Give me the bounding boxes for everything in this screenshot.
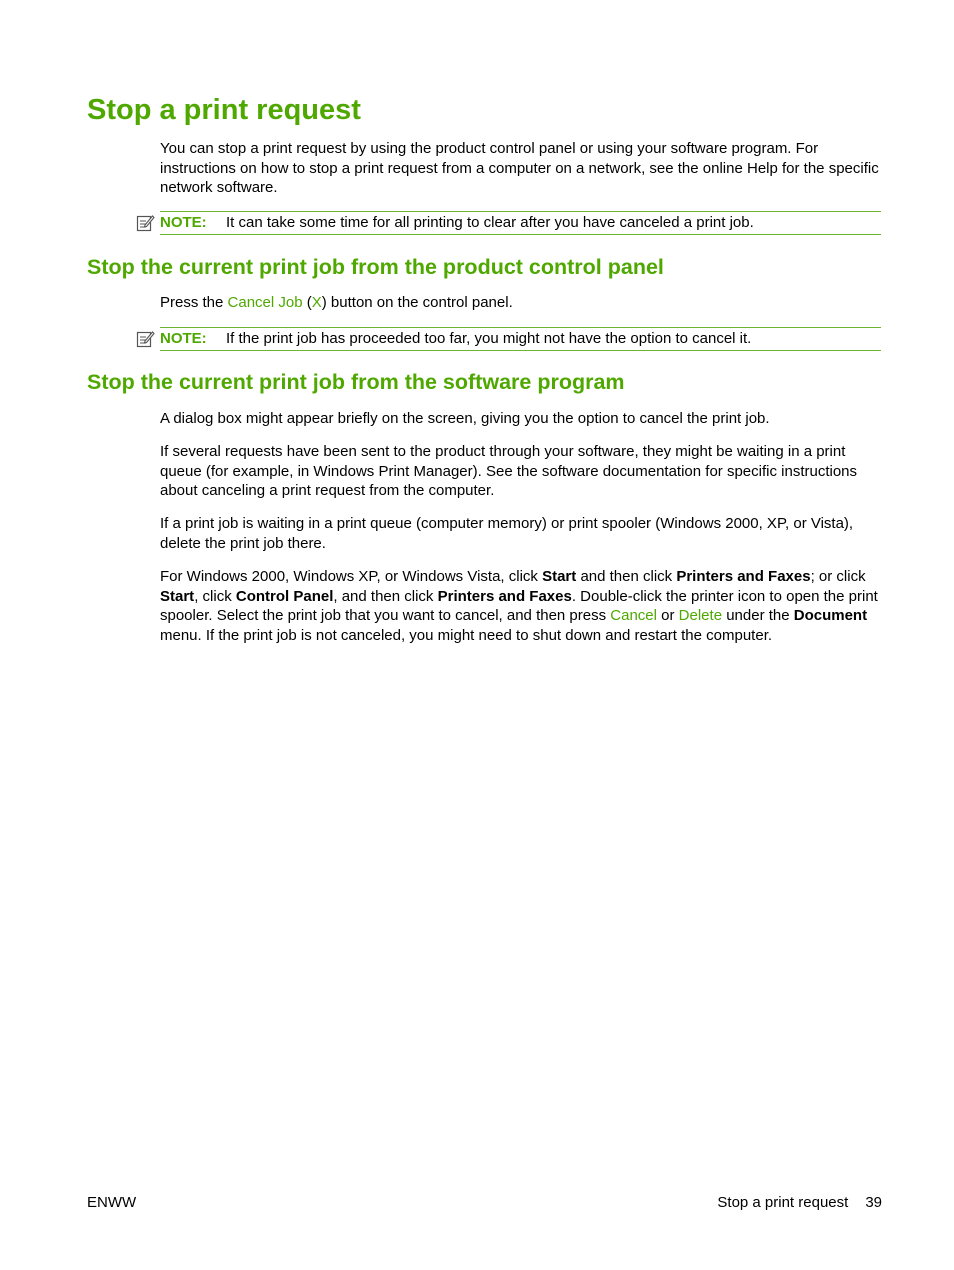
note-label: NOTE: [160, 330, 207, 347]
section-heading-software: Stop the current print job from the software program [87, 370, 625, 394]
software-paragraph-4: For Windows 2000, Windows XP, or Windows Vista, click Start and then click Printers and Faxes; or click Start, click Control Panel, and then click Printers and Faxes. Double-click the printer icon to open the print spooler. Select the print job that you want to cancel, and then press Cancel or Delete under the Document menu. If the print job is not canceled, you might need to shut down and restart the computer. [160, 568, 878, 644]
note-text: It can take some time for all printing to clear after you have canceled a print job. [226, 214, 754, 231]
bold-control-panel: Control Panel [235, 587, 334, 605]
software-paragraph-1: A dialog box might appear briefly on the screen, giving you the option to cancel the print job. [160, 410, 770, 427]
cancel-link: Cancel [610, 607, 657, 625]
bold-start: Start [542, 568, 577, 585]
page-number: 39 [865, 1194, 882, 1211]
bold-printers-and-faxes: Printers and Faxes [437, 587, 572, 605]
note-pencil-icon [135, 329, 155, 349]
bold-printers-and-faxes: Printers and Faxes [676, 568, 811, 585]
cancel-job-link: Cancel Job [227, 294, 303, 311]
delete-link: Delete [678, 607, 723, 625]
footer-right [717, 1193, 882, 1213]
intro-paragraph: You can stop a print request by using the product control panel or using your software program. For instructions on how to stop a print request from a computer on a network, see the online Help for the specific network software. [160, 140, 879, 197]
note-label: NOTE: [160, 214, 207, 231]
note-box [160, 211, 881, 235]
footer-section: Stop a print request [717, 1194, 849, 1211]
software-paragraph-2: If several requests have been sent to the product through your software, they might be waiting in a print queue (for example, in Windows Print Manager). See the software documentation for specific instructions about canceling a print request from the computer. [160, 443, 858, 500]
control-panel-paragraph: Press the Cancel Job (X) button on the control panel. [160, 294, 513, 311]
section-heading-control-panel: Stop the current print job from the product control panel [87, 255, 664, 279]
cancel-x-link: X [311, 294, 322, 311]
bold-document: Document [793, 607, 868, 625]
footer-left: ENWW [87, 1194, 137, 1211]
software-paragraph-3: If a print job is waiting in a print queue (computer memory) or print spooler (Windows 2000, XP, or Vista), delete the print job there. [160, 515, 854, 552]
note-pencil-icon [135, 213, 155, 233]
note-text: If the print job has proceeded too far, you might not have the option to cancel it. [226, 330, 752, 347]
page-title: Stop a print request [87, 94, 361, 126]
bold-start: Start [160, 587, 195, 605]
note-box [160, 327, 881, 351]
